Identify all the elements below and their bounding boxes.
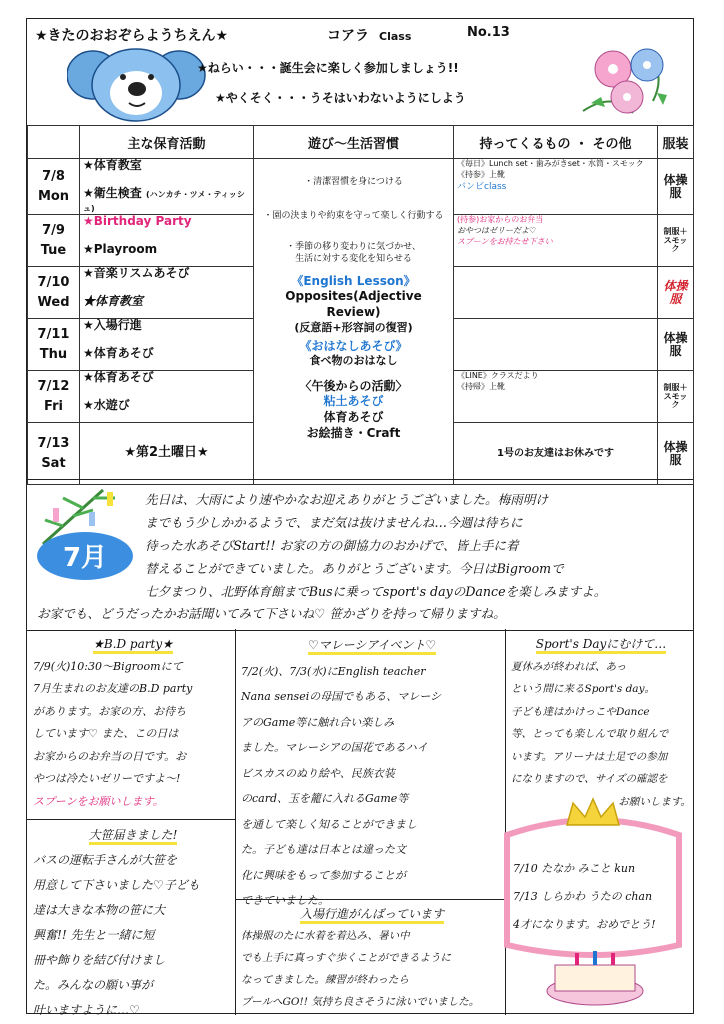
bd-party-box: ★B.D party★ 7/9(火)10:30～Bigroomにて 7月生まれのお友達のB.D party があります。お家の方、お待ち しています♡ また、この日は お家からのお弁当の日です。お やつは冷たいゼリーですよ～! スプーンをお願いします。 [33, 637, 193, 808]
activity-cell: ★体育あそび ★水遊び [80, 371, 254, 423]
clothes-cell: 制服＋スモック [658, 215, 694, 267]
morning-glory-icon [573, 41, 683, 121]
bring-cell: 1号のお友達はお休みです [454, 423, 658, 485]
promise-text: ★やくそく・・・うそはいわないようにしよう [215, 91, 466, 105]
bring-cell [454, 319, 658, 371]
aim-text: ★ねらい・・・誕生会に楽しく参加しましょう!! [197, 61, 459, 75]
bring-cell: 《LINE》クラスだより 《持帰》上靴 [454, 371, 658, 423]
svg-text:7月: 7月 [62, 543, 108, 573]
newsletter-page [26, 18, 694, 1017]
bring-cell [454, 267, 658, 319]
monthly-message [27, 479, 693, 631]
school-name: ★きたのおおぞらようちえん★ [35, 28, 229, 44]
header [27, 19, 693, 126]
birthday-message: 4才になります。おめでとう! [513, 918, 656, 931]
malaysia-event-box: ♡マレーシアイベント♡ 7/2(火)、7/3(水)にEnglish teacher Nana senseiの母国でもある、マレーシ アのGame等に触れ合い楽しみ ました。マレーシアの国花であるハイ ビスカスのぬり絵や、民族衣装 のcard、玉を籠に入れるGame等 を通して楽しく知ることができまし た。子ども達は日本とは違った文 化に興味をもって参加することが できていました。 [241, 638, 442, 907]
header-activities: 主な保育活動 [80, 126, 254, 159]
date-cell: 7/11 Thu [28, 319, 80, 371]
bamboo-box: 大笹届きました! バスの運転手さんが大笹を 用意して下さいました♡子ども 達は大きな本物の笹に大 興奮!! 先生と一緒に短 冊や飾りを結び付けまし た。みんなの願い事が 叶いますように…♡ [33, 828, 200, 1017]
class-name: コアラ Class [327, 28, 412, 44]
birthday-kid: 7/10 たなか みこと kun [513, 862, 636, 875]
date-cell: 7/8 Mon [28, 159, 80, 215]
date-cell: 7/10 Wed [28, 267, 80, 319]
clothes-cell: 体操服 [658, 267, 694, 319]
activity-cell: ★第2土曜日★ [80, 423, 254, 485]
date-header [28, 126, 80, 159]
bring-cell: 《毎日》Lunch set・歯みがきset・水筒・スモック 《持参》上靴 バンビclass [454, 159, 658, 215]
divider [27, 819, 235, 820]
activity-cell: ★Birthday Party ★Playroom [80, 215, 254, 267]
header-play: 遊び～生活習慣 [254, 126, 454, 159]
weekly-schedule-table [27, 125, 694, 485]
birthday-box [513, 855, 689, 939]
entrance-march-box: 入場行進がんばっています 体操服のたに水着を着込み、暑い中 でも上手に真っすぐ歩くことができるように なってきました。練習が終わったら プールへGO!! 気持ち良さそうに泳いでいました。 [241, 907, 480, 1008]
bring-cell: (持参)お家からのお弁当 おやつはゼリーだよ♡ スプーンをお持たせ下さい [454, 215, 658, 267]
clothes-cell: 制服＋スモック [658, 371, 694, 423]
july-badge [35, 530, 135, 582]
message-last-line: お家でも、どうだったかお話聞いてみて下さいね♡ 笹かざりを持って帰りますね。 [37, 606, 506, 621]
activity-cell: ★体育教室 ★衛生検査 (ハンカチ・ツメ・ティッシュ) [80, 159, 254, 215]
play-habits-cell: ・清潔習慣を身につける ・園の決まりや約束を守って楽しく行動する ・季節の移り変わりに気づかせ、 生活に対する変化を知らせる 《English Lesson》 Opposites(Adjective Review) (反意語+形容詞の復習) 《おはなしあそび》 食べ物のおはなし 〈午後からの活動〉 粘土あそび 体育あそび お絵描き・Craft [254, 159, 454, 485]
birthday-kid: 7/13 しらかわ うたの chan [513, 890, 653, 903]
date-cell: 7/12 Fri [28, 371, 80, 423]
koala-icon [67, 41, 207, 125]
clothes-cell: 体操服 [658, 159, 694, 215]
clothes-cell: 体操服 [658, 319, 694, 371]
activity-cell: ★入場行進 ★体育あそび [80, 319, 254, 371]
activity-cell: ★音楽リスムあそび ★体育教室 [80, 267, 254, 319]
header-clothes: 服装 [658, 126, 694, 159]
sports-day-box: Sport's Dayにむけて… 夏休みが終われば、あっ という間に来るSport's day。 子ども達はかけっこやDance 等、とっても楽しんで取り組んで います。アリーナは土足での参加 になりますので、サイズの確認を お願いします。 [511, 637, 691, 808]
date-cell: 7/13 Sat [28, 423, 80, 485]
table-row [28, 159, 694, 215]
issue-number: No.13 [467, 25, 510, 40]
clothes-cell: 体操服 [658, 423, 694, 485]
date-cell: 7/9 Tue [28, 215, 80, 267]
divider [235, 629, 236, 1015]
header-bring: 持ってくるもの ・ その他 [454, 126, 658, 159]
message-body: 先日は、大雨により速やかなお迎えありがとうございました。梅雨明け までもう少しかかるようで、まだ気は抜けませんね…今週は待ちに 待った水あそびStart!! お家の方の御協力のおかげで、皆上手に着 替えることができていました。ありがとうございます。今日はBigroomで 七夕まつり、北野体育館までBusに乗ってsport's dayのDanceを楽しみますよ。 [145, 492, 607, 599]
